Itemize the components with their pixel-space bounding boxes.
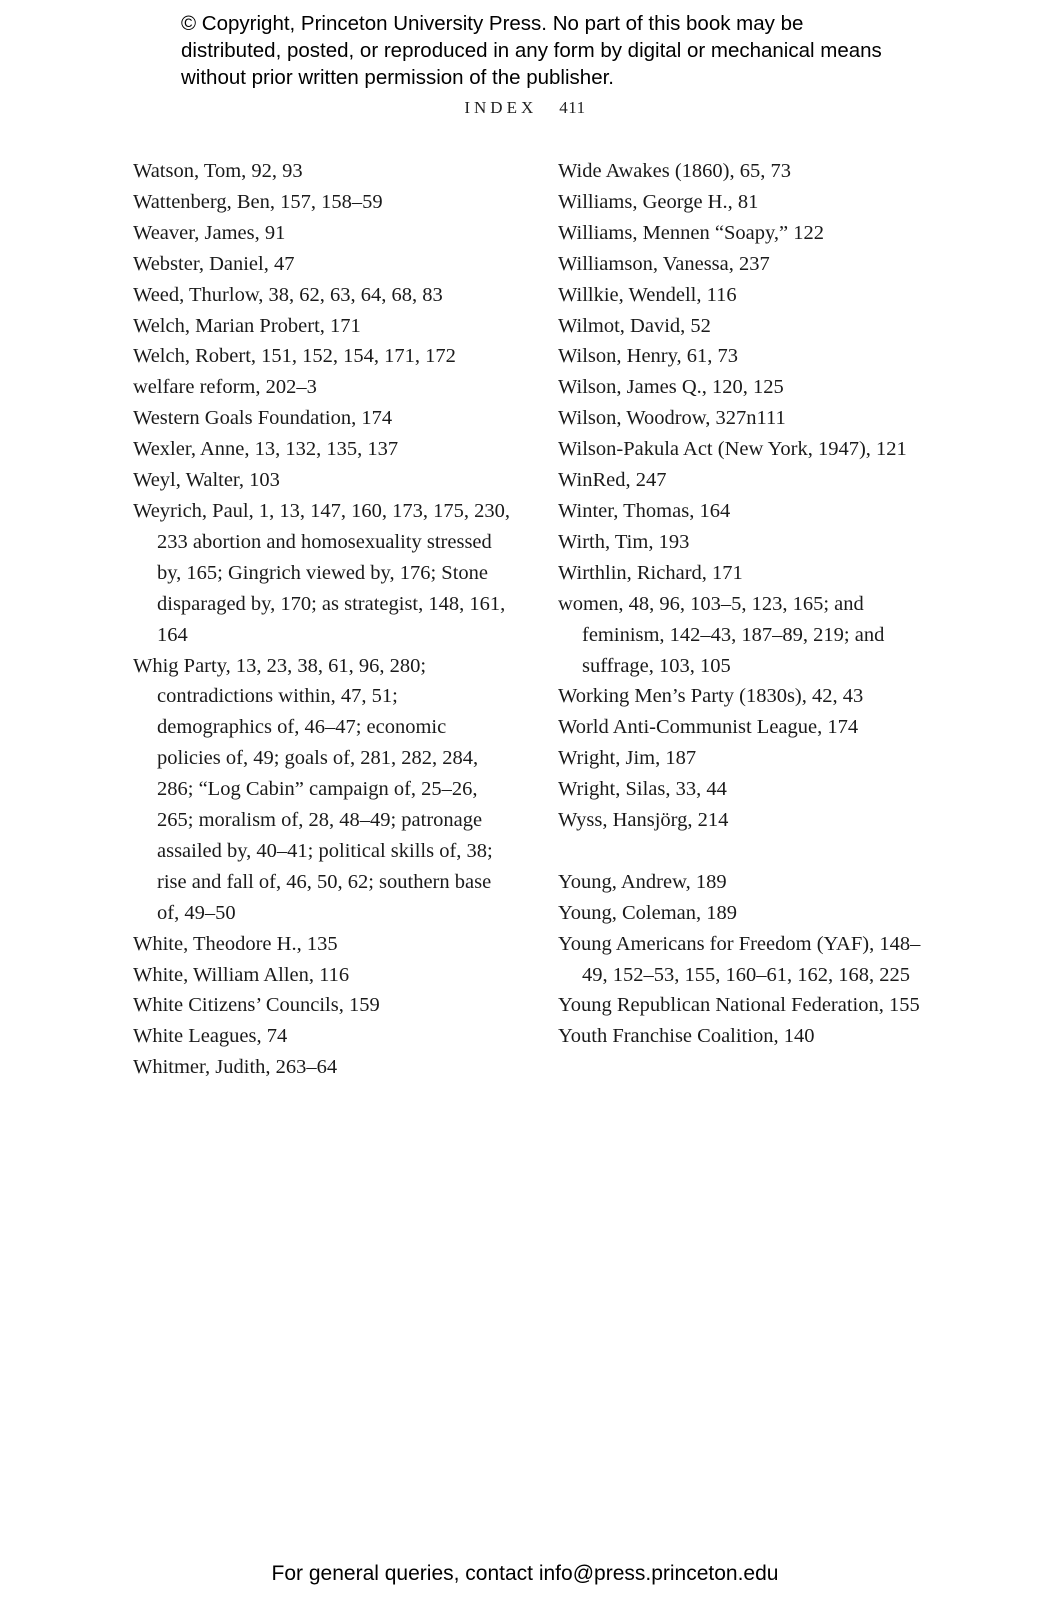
index-entry: Willkie, Wendell, 116 [558, 283, 737, 306]
index-entry: Wilson, Henry, 61, 73 [558, 345, 739, 368]
index-entry: Young Americans for Freedom (YAF), 148–49, 152–53, 155, 160–61, 162, 168, 225 [558, 932, 921, 986]
index-entry: Webster, Daniel, 47 [133, 252, 295, 275]
index-entry: WinRed, 247 [558, 469, 667, 492]
running-head-label: INDEX [464, 98, 538, 117]
index-entry: Wilson, Woodrow, 327n111 [558, 407, 786, 430]
index-entry: Wattenberg, Ben, 157, 158–59 [133, 190, 383, 213]
index-entry: Winter, Thomas, 164 [558, 499, 731, 522]
index-entry: Wide Awakes (1860), 65, 73 [558, 160, 791, 182]
index-column-right [558, 156, 938, 1052]
index-entry: Young Republican National Federation, 155 [558, 994, 920, 1017]
index-entry: White Leagues, 74 [133, 1025, 288, 1048]
index-entry: White Citizens’ Councils, 159 [133, 994, 380, 1017]
index-entry: Young, Andrew, 189 [558, 870, 727, 893]
index-entry: White, Theodore H., 135 [133, 932, 338, 955]
copyright-notice: © Copyright, Princeton University Press. No part of this book may be distributed, posted, or reproduced in any form by digital or mechanical means without prior written permission of the publisher. [181, 12, 882, 89]
index-entry: Wexler, Anne, 13, 132, 135, 137 [133, 438, 399, 461]
index-entry: Wright, Silas, 33, 44 [558, 778, 727, 801]
index-entry: Whig Party, 13, 23, 38, 61, 96, 280; contradictions within, 47, 51; demographics of, 46–47; economic policies of, 49; goals of, 281, 282, 284, 286; “Log Cabin” campaign of, 25–26, 265; moralism of, 28, 48–49; patronage assailed by, 40–41; political skills of, 38; rise and fall of, 46, 50, 62; southern base of, 49–50 [133, 654, 493, 924]
index-entry: Wilson-Pakula Act (New York, 1947), 121 [558, 438, 907, 461]
index-entry: Wilmot, David, 52 [558, 314, 711, 337]
index-entry: Wright, Jim, 187 [558, 747, 697, 770]
index-entry: women, 48, 96, 103–5, 123, 165; and feminism, 142–43, 187–89, 219; and suffrage, 103, 105 [558, 592, 885, 677]
index-entry: welfare reform, 202–3 [133, 376, 317, 399]
index-entry: Youth Franchise Coalition, 140 [558, 1025, 815, 1048]
index-entry: Welch, Marian Probert, 171 [133, 314, 361, 337]
index-entry: Welch, Robert, 151, 152, 154, 171, 172 [133, 345, 456, 368]
index-column-left [133, 156, 515, 1083]
index-entry: Wilson, James Q., 120, 125 [558, 376, 784, 399]
index-entry: Working Men’s Party (1830s), 42, 43 [558, 685, 864, 708]
index-entry: Williams, Mennen “Soapy,” 122 [558, 221, 824, 244]
index-entry: Weyl, Walter, 103 [133, 469, 280, 492]
index-entry: Watson, Tom, 92, 93 [133, 160, 303, 182]
index-entry: Wirthlin, Richard, 171 [558, 561, 743, 584]
index-entry: Whitmer, Judith, 263–64 [133, 1056, 338, 1079]
index-entry: World Anti-Communist League, 174 [558, 716, 859, 739]
footer-contact: For general queries, contact info@press.princeton.edu [271, 1562, 779, 1585]
index-entry: Wyss, Hansjörg, 214 [558, 809, 729, 832]
index-entry: Young, Coleman, 189 [558, 901, 738, 924]
running-head [0, 98, 1050, 118]
index-entry: Williams, George H., 81 [558, 190, 759, 213]
index-entry: Weed, Thurlow, 38, 62, 63, 64, 68, 83 [133, 283, 443, 306]
index-entry: Weaver, James, 91 [133, 221, 286, 244]
index-entry: Weyrich, Paul, 1, 13, 147, 160, 173, 175, 230, 233 abortion and homosexuality stressed by, 165; Gingrich viewed by, 176; Stone disparaged by, 170; as strategist, 148, 161, 164 [133, 499, 510, 646]
index-entry: Williamson, Vanessa, 237 [558, 252, 770, 275]
page-number: 411 [559, 98, 586, 117]
index-entry: Western Goals Foundation, 174 [133, 407, 393, 430]
index-entry: White, William Allen, 116 [133, 963, 350, 986]
index-entry: Wirth, Tim, 193 [558, 530, 690, 553]
